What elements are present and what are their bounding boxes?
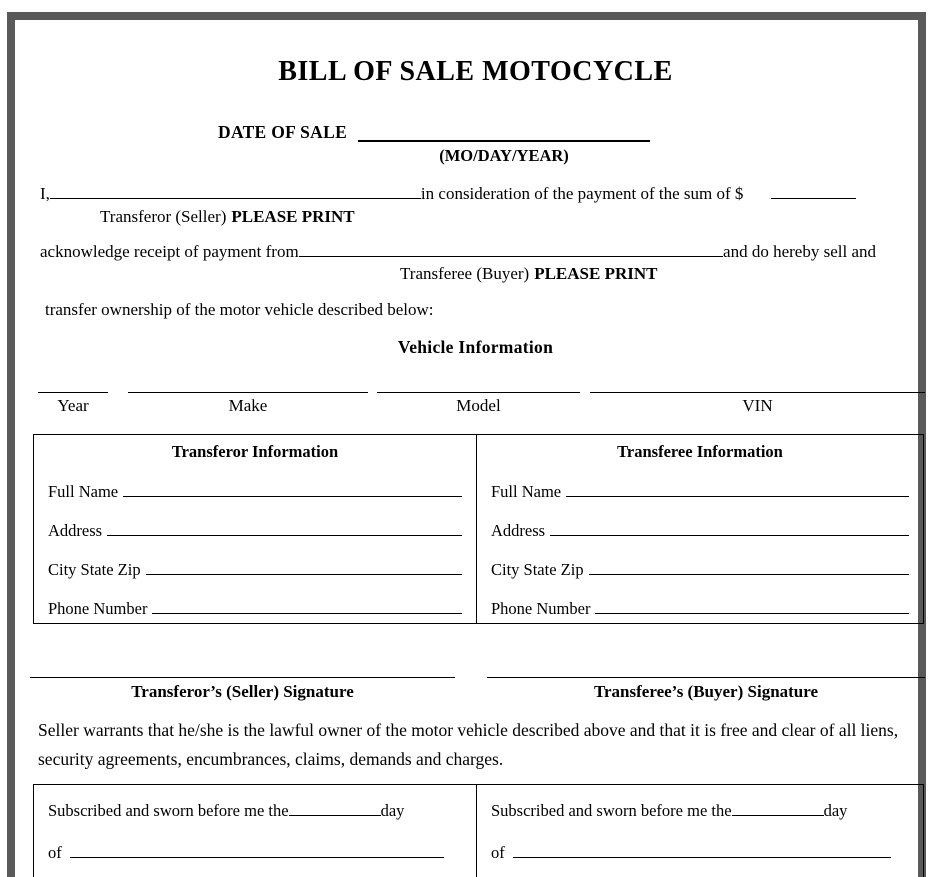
transferor-city-state-zip-label: City State Zip	[48, 560, 141, 579]
vehicle-vin-input[interactable]	[590, 380, 925, 393]
sworn-prefix: Subscribed and sworn before me the	[48, 801, 289, 820]
document-title: BILL OF SALE MOTOCYCLE	[278, 56, 673, 87]
notary-line-1	[491, 801, 909, 821]
transferor-caption	[100, 207, 355, 227]
date-of-sale-input[interactable]	[358, 126, 650, 142]
i-prefix: I,	[40, 184, 50, 203]
field-row	[491, 482, 909, 502]
transferee-caption	[400, 264, 657, 284]
sale-amount-input[interactable]	[771, 196, 856, 199]
notary-line-2	[491, 843, 909, 863]
transfer-statement: transfer ownership of the motor vehicle described below:	[45, 300, 434, 319]
transferee-full-name-input[interactable]	[566, 494, 909, 497]
transferee-name-input[interactable]	[299, 254, 723, 257]
parties-table	[33, 434, 924, 624]
field-row	[491, 560, 909, 580]
vehicle-field-vin	[590, 380, 925, 416]
of-label: of	[491, 843, 505, 862]
transferor-phone-label: Phone Number	[48, 599, 148, 618]
transferee-signature-input[interactable]	[487, 665, 925, 678]
transferor-signature-input[interactable]	[30, 665, 455, 678]
vehicle-year-label: Year	[57, 396, 89, 415]
transferor-full-name-label: Full Name	[48, 482, 119, 501]
field-row	[48, 599, 462, 619]
notary-month-input[interactable]	[513, 855, 891, 858]
transferor-full-name-input[interactable]	[123, 494, 462, 497]
notary-line-2	[48, 843, 462, 863]
transferor-panel-heading: Transferor Information	[171, 442, 339, 461]
notary-box-buyer	[477, 785, 923, 877]
transferee-signature-block	[487, 665, 925, 702]
vehicle-field-model	[377, 380, 580, 416]
transferor-panel	[34, 435, 477, 623]
notary-day-input[interactable]	[289, 813, 381, 816]
notary-month-input[interactable]	[70, 855, 444, 858]
transferee-caption-text: Transferee (Buyer)	[400, 264, 530, 283]
notary-box-seller	[34, 785, 477, 877]
vehicle-year-input[interactable]	[38, 380, 108, 393]
transferee-phone-input[interactable]	[595, 611, 909, 614]
vehicle-field-make	[128, 380, 368, 416]
field-row	[491, 521, 909, 541]
consideration-text: in consideration of the payment of the sum of $	[420, 184, 744, 203]
vehicle-field-year	[38, 380, 108, 416]
field-row	[491, 599, 909, 619]
transferee-signature-label: Transferee’s (Buyer) Signature	[593, 682, 819, 701]
acknowledge-suffix: and do hereby sell and	[723, 242, 876, 261]
transferee-panel	[477, 435, 923, 623]
vehicle-vin-label: VIN	[742, 396, 773, 415]
acknowledge-line	[40, 242, 876, 262]
sworn-prefix: Subscribed and sworn before me the	[491, 801, 732, 820]
vehicle-model-label: Model	[456, 396, 501, 415]
transferor-address-label: Address	[48, 521, 103, 540]
transferor-caption-text: Transferor (Seller)	[100, 207, 227, 226]
vehicle-model-input[interactable]	[377, 380, 580, 393]
notary-day-input[interactable]	[732, 813, 824, 816]
date-format-hint: (MO/DAY/YEAR)	[439, 146, 569, 165]
field-row	[48, 482, 462, 502]
acknowledge-prefix: acknowledge receipt of payment from	[40, 242, 299, 261]
transferee-city-state-zip-label: City State Zip	[491, 560, 584, 579]
transferor-please-print: PLEASE PRINT	[231, 207, 355, 226]
vehicle-make-label: Make	[228, 396, 268, 415]
transferee-city-state-zip-input[interactable]	[589, 572, 909, 575]
day-suffix: day	[823, 801, 848, 820]
transferor-city-state-zip-input[interactable]	[146, 572, 462, 575]
transferee-address-input[interactable]	[550, 533, 909, 536]
intro-line	[40, 184, 888, 204]
vehicle-make-input[interactable]	[128, 380, 368, 393]
field-row	[48, 560, 462, 580]
transferor-address-input[interactable]	[107, 533, 462, 536]
notary-line-1	[48, 801, 462, 821]
transferee-phone-label: Phone Number	[491, 599, 591, 618]
transferor-signature-label: Transferor’s (Seller) Signature	[131, 682, 354, 701]
transferee-full-name-label: Full Name	[491, 482, 562, 501]
notary-table	[33, 784, 924, 877]
of-label: of	[48, 843, 62, 862]
field-row	[48, 521, 462, 541]
transferee-panel-heading: Transferee Information	[617, 442, 783, 461]
vehicle-section-heading: Vehicle Information	[397, 337, 554, 357]
date-of-sale-label: DATE OF SALE	[218, 122, 348, 142]
day-suffix: day	[380, 801, 405, 820]
transferor-phone-input[interactable]	[152, 611, 462, 614]
transferee-address-label: Address	[491, 521, 546, 540]
transferor-signature-block	[30, 665, 455, 702]
warranty-statement: Seller warrants that he/she is the lawful owner of the motor vehicle described above and that it is free and clear of all liens, security agreements, encumbrances, claims, demands and charges.	[38, 720, 899, 769]
transferor-name-input[interactable]	[50, 196, 421, 199]
transferee-please-print: PLEASE PRINT	[534, 264, 658, 283]
